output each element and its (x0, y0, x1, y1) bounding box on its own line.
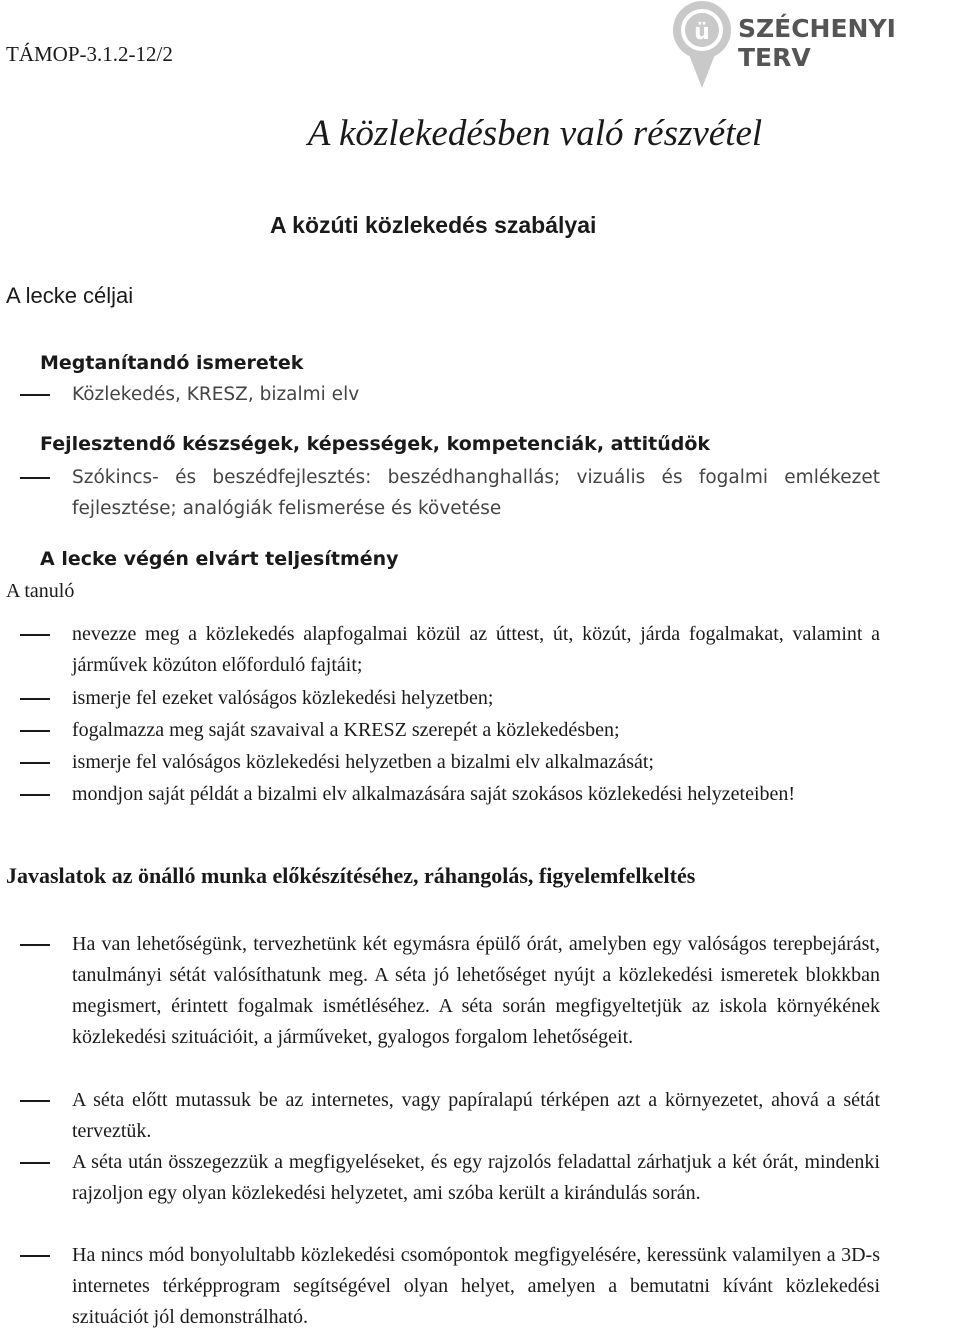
document-code: TÁMOP-3.1.2-12/2 (6, 42, 173, 66)
logo-pin-icon (668, 0, 738, 90)
dash-bullet (20, 1162, 50, 1164)
dash-bullet (20, 634, 50, 636)
logo-text: SZÉCHENYI TERV (738, 14, 896, 72)
dash-bullet (20, 1100, 50, 1102)
svg-text:ü: ü (694, 20, 710, 45)
page-title: A közlekedésben való részvétel (307, 113, 763, 154)
dash-bullet (20, 394, 50, 396)
outcome-heading: A lecke végén elvárt teljesítmény (40, 548, 399, 570)
dash-bullet (20, 730, 50, 732)
outcome-subject: A tanuló (6, 580, 75, 602)
skills-heading: Fejlesztendő készségek, képességek, kompetenciák, attitűdök (40, 433, 711, 455)
knowledge-heading: Megtanítandó ismeretek (40, 352, 304, 374)
dash-bullet (20, 477, 50, 479)
page-subtitle: A közúti közlekedés szabályai (270, 212, 597, 238)
dash-bullet (20, 944, 50, 946)
dash-bullet (20, 698, 50, 700)
dash-bullet (20, 762, 50, 764)
suggestions-heading: Javaslatok az önálló munka előkészítéséhez, ráhangolás, figyelemfelkeltés (6, 863, 696, 888)
goals-heading: A lecke céljai (6, 283, 134, 308)
dash-bullet (20, 1255, 50, 1257)
dash-bullet (20, 794, 50, 796)
